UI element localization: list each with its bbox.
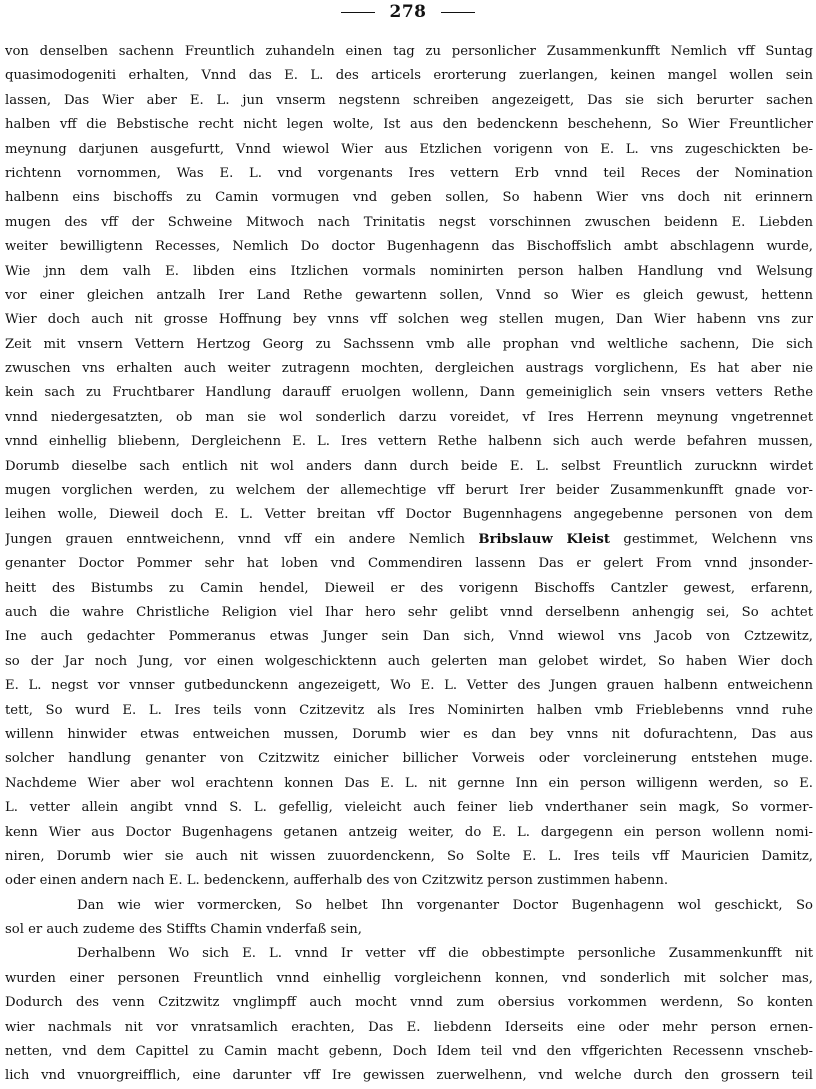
text-line: heitt des Bistumbs zu Camin hendel, Dieweil er des vorigenn Bischoffs Cantzler gewest, erfarenn, (5, 580, 813, 596)
text-line: willenn hinwider etwas entweichen mussen, Dorumb wier es dan bey vnns nit dofurachtenn, Das aus (5, 726, 813, 742)
text-line (5, 528, 813, 552)
text-line: Wier doch auch nit grosse Hoffnung bey vnns vff solchen weg stellen mugen, Dan Wier habenn vns zur (5, 312, 813, 328)
text-line: E. L. negst vor vnnser gutbedunckenn angezeigett, Wo E. L. Vetter des Jungen grauen halbenn entweichenn (5, 678, 813, 694)
text-line: niren, Dorumb wier sie auch nit wissen zuuordenckenn, So Solte E. L. Ires teils vff Mauricien Damitz, (5, 848, 813, 864)
text-line: meynung darjunen ausgefurtt, Vnnd wiewol Wier aus Etzlichen vorigenn von E. L. vns zugeschickten be- (5, 141, 813, 157)
text-line: wurden einer personen Freuntlich vnnd einhellig vorgleichenn konnen, vnd sonderlich mit solcher mas, (5, 970, 813, 986)
text-line: so der Jar noch Jung, vor einen wolgeschicktenn auch gelerten man gelobet wirdet, So haben Wier doch (5, 653, 813, 669)
text-line: kenn Wier aus Doctor Bugenhagens getanen antzeig weiter, do E. L. dargegenn ein person wollenn nomi- (5, 824, 813, 840)
text-line: richtenn vornommen, Was E. L. vnd vorgenants Ires vettern Erb vnnd teil Reces der Nomination (5, 165, 813, 181)
text-line: weiter bewilligtenn Recesses, Nemlich Do doctor Bugenhagenn das Bischoffslich ambt abschlagenn wurde, (5, 239, 813, 255)
text-line: tett, So wurd E. L. Ires teils vonn Czitzevitz als Ires Nominirten halben vmb Frieblebenns vnnd ruhe (5, 702, 813, 718)
body-text (5, 40, 813, 1089)
text-line: Dan wie wier vormercken, So helbet Ihn vorgenanter Doctor Bugenhagenn wol geschickt, So (77, 897, 813, 913)
text-line: Derhalbenn Wo sich E. L. vnnd Ir vetter vff die obbestimpte personliche Zusammenkunfft nit (77, 946, 813, 962)
text-line: mugen des vff der Schweine Mitwoch nach Trinitatis negst vorschinnen zwuschen beidenn E. Liebden (5, 214, 813, 230)
text-line: sol er auch zudeme des Stiffts Chamin vnderfaß sein, (5, 922, 362, 938)
text-line: Ine auch gedachter Pommeranus etwas Junger sein Dan sich, Vnnd wiewol vns Jacob von Cztzewitz, (5, 629, 813, 645)
text-line: kein sach zu Fruchtbarer Handlung darauff eruolgen wollenn, Dann gemeiniglich sein vnsers vetters Rethe (5, 385, 813, 401)
text-line: vnnd niedergesatzten, ob man sie wol sonderlich darzu voreidet, vf Ires Herrenn meynung vngetrennet (5, 409, 813, 425)
text-line: auch die wahre Christliche Religion viel Ihar hero sehr gelibt vnnd derselbenn anhengig sei, So achtet (5, 604, 813, 620)
text-line: Dodurch des venn Czitzwitz vnglimpff auch mocht vnnd zum obersius vorkommen werdenn, So konten (5, 995, 813, 1011)
header-rule-left (341, 12, 375, 13)
text-line: vor einer gleichen antzalh Irer Land Rethe gewartenn sollen, Vnnd so Wier es gleich gewust, hettenn (5, 287, 813, 303)
text-line: von denselben sachenn Freuntlich zuhandeln einen tag zu personlicher Zusammenkunfft Nemlich vff Suntag (5, 44, 813, 59)
text-line: solcher handlung genanter von Czitzwitz einicher billicher Vorweis oder vorcleinerung entstehen muge. (5, 751, 813, 767)
text-line: Wie jnn dem valh E. libden eins Itzlichen vormals nominirten person halben Handlung vnd Welsung (5, 263, 813, 279)
text-line: mugen vorglichen werden, zu welchem der allemechtige vff berurt Irer beider Zusammenkunfft gnade vor- (5, 483, 813, 499)
text-line: L. vetter allein angibt vnnd S. L. gefellig, vieleicht auch feiner lieb vnderthaner sein magk, So vormer- (5, 800, 813, 816)
text-line: wier nachmals nit vor vnratsamlich erachten, Das E. liebdenn Iderseits eine oder mehr person ernen- (5, 1019, 813, 1035)
text-line: leihen wolle, Dieweil doch E. L. Vetter breitan vff Doctor Bugennhagens angegebenne personen von dem (5, 507, 813, 523)
text-line: oder einen andern nach E. L. bedenckenn, aufferhalb des von Czitzwitz person zustimmen habenn. (5, 873, 669, 889)
text-line: Dorumb dieselbe sach entlich nit wol anders dann durch beide E. L. selbst Freuntlich zurucknn wirdet (5, 458, 813, 474)
text-line: zwuschen vns erhalten auch weiter zutragenn mochten, dergleichen austrags vorglichenn, Es hat aber nie (5, 361, 813, 377)
text-line: halbenn eins bischoffs zu Camin vormugen vnd geben sollen, So habenn Wier vns doch nit erinnern (5, 190, 813, 206)
text-line: netten, vnd dem Capittel zu Camin macht gebenn, Doch Idem teil vnd den vffgerichten Recessenn vnscheb- (5, 1044, 813, 1060)
text-line: lich vnd vnuorgreifflich, eine darunter vff Ire gewissen zuerwelhenn, vnd welche durch den grossern teil (5, 1068, 813, 1084)
text-line: vnnd einhellig bliebenn, Dergleichenn E. L. Ires vettern Rethe halbenn sich auch werde befahren mussen, (5, 434, 813, 450)
header-rule-right (441, 12, 475, 13)
bold-name: Bribslauw Kleist (478, 531, 610, 547)
text-line: lassen, Das Wier aber E. L. jun vnserm negstenn schreiben angezeigett, Das sie sich berurter sachen (5, 92, 813, 108)
page-number: 278 (389, 2, 427, 22)
text-line: quasimodogeniti erhalten, Vnnd das E. L. des articels erorterung zuerlangen, keinen mangel wollen sein (5, 68, 813, 84)
text-line: halben vff die Bebstische recht nicht legen wolte, Ist aus den bedenckenn beschehenn, So Wier Freuntlicher (5, 117, 813, 133)
text-line: Nachdeme Wier aber wol erachtenn konnen Das E. L. nit gernne Inn ein person willigenn werden, so E. (5, 775, 813, 791)
text-segment: Jungen grauen enntweichenn, vnnd vff ein andere Nemlich (5, 531, 479, 547)
text-line: Zeit mit vnsern Vettern Hertzog Georg zu Sachssenn vmb alle prophan vnd weltliche sachenn, Die sich (5, 336, 813, 352)
page-header (0, 2, 816, 22)
text-segment: gestimmet, Welchenn vns (609, 531, 813, 547)
text-line: genanter Doctor Pommer sehr hat loben vnd Commendiren lassenn Das er gelert From vnnd jnsonder- (5, 556, 813, 572)
